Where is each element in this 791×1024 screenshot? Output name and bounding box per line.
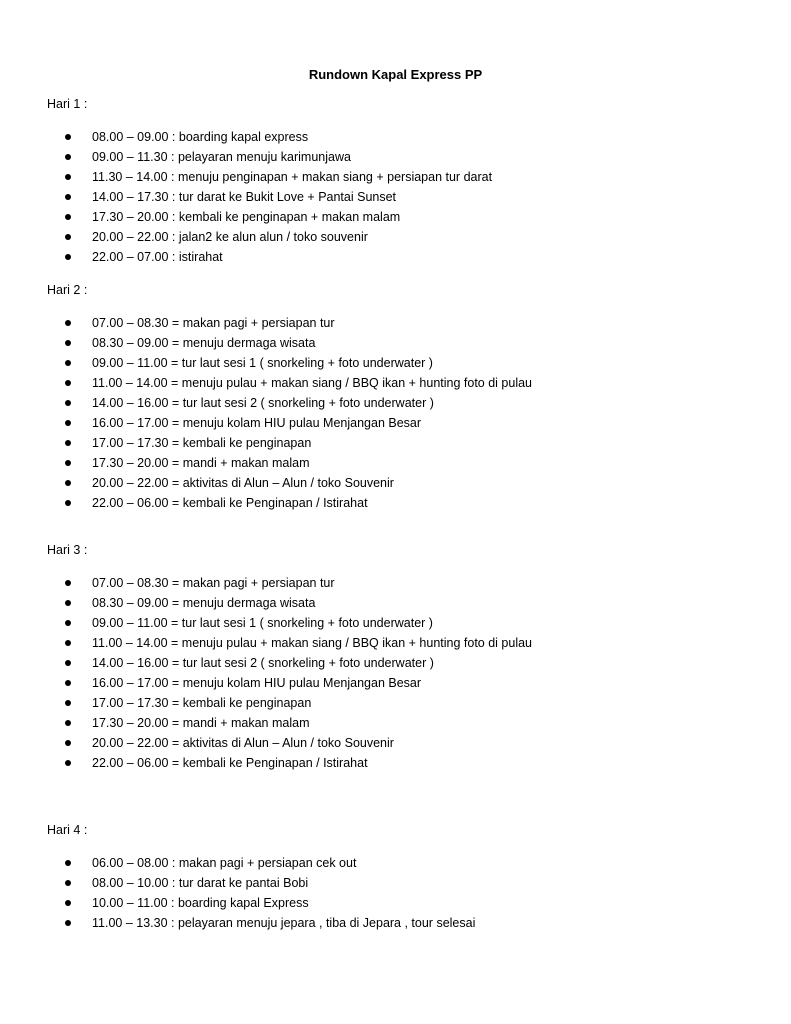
- day-heading: Hari 2 :: [47, 283, 88, 297]
- bullet-icon: [65, 620, 71, 626]
- list-item-text: 22.00 – 07.00 : istirahat: [92, 250, 223, 264]
- list-item: [47, 593, 532, 613]
- bullet-icon: [65, 600, 71, 606]
- list-item-text: 07.00 – 08.30 = makan pagi + persiapan tur: [92, 576, 335, 590]
- list-item: [47, 613, 532, 633]
- list-item-text: 11.30 – 14.00 : menuju penginapan + makan siang + persiapan tur darat: [92, 170, 493, 184]
- list-item: [47, 713, 532, 733]
- list-item: [47, 893, 475, 913]
- bullet-icon: [65, 660, 71, 666]
- bullet-icon: [65, 880, 71, 886]
- day-heading: Hari 1 :: [47, 97, 88, 111]
- list-item: [47, 753, 532, 773]
- list-item: [47, 227, 492, 247]
- bullet-icon: [65, 194, 71, 200]
- day-heading: Hari 3 :: [47, 543, 88, 557]
- bullet-icon: [65, 680, 71, 686]
- list-item-text: 20.00 – 22.00 : jalan2 ke alun alun / toko souvenir: [92, 230, 368, 244]
- list-item-text: 09.00 – 11.00 = tur laut sesi 1 ( snorkeling + foto underwater ): [92, 356, 433, 370]
- day-section: [47, 542, 747, 770]
- list-item: [47, 147, 492, 167]
- bullet-icon: [65, 254, 71, 260]
- bullet-icon: [65, 760, 71, 766]
- schedule-list: [47, 573, 532, 773]
- list-item: [47, 247, 492, 267]
- list-item-text: 16.00 – 17.00 = menuju kolam HIU pulau Menjangan Besar: [92, 676, 422, 690]
- list-item-text: 17.30 – 20.00 : kembali ke penginapan + makan malam: [92, 210, 401, 224]
- list-item: [47, 693, 532, 713]
- list-item: [47, 167, 492, 187]
- list-item-text: 17.30 – 20.00 = mandi + makan malam: [92, 456, 310, 470]
- bullet-icon: [65, 360, 71, 366]
- list-item-text: 14.00 – 17.30 : tur darat ke Bukit Love + Pantai Sunset: [92, 190, 397, 204]
- list-item: [47, 373, 532, 393]
- list-item: [47, 433, 532, 453]
- list-item: [47, 733, 532, 753]
- list-item-text: 14.00 – 16.00 = tur laut sesi 2 ( snorkeling + foto underwater ): [92, 656, 434, 670]
- schedule-list: [47, 853, 475, 933]
- bullet-icon: [65, 580, 71, 586]
- list-item: [47, 393, 532, 413]
- list-item-text: 08.30 – 09.00 = menuju dermaga wisata: [92, 336, 316, 350]
- list-item-text: 20.00 – 22.00 = aktivitas di Alun – Alun / toko Souvenir: [92, 476, 394, 490]
- list-item-text: 20.00 – 22.00 = aktivitas di Alun – Alun / toko Souvenir: [92, 736, 394, 750]
- bullet-icon: [65, 380, 71, 386]
- list-item-text: 17.30 – 20.00 = mandi + makan malam: [92, 716, 310, 730]
- list-item-text: 08.00 – 10.00 : tur darat ke pantai Bobi: [92, 876, 309, 890]
- list-item: [47, 573, 532, 593]
- list-item-text: 17.00 – 17.30 = kembali ke penginapan: [92, 436, 312, 450]
- list-item: [47, 127, 492, 147]
- list-item-text: 14.00 – 16.00 = tur laut sesi 2 ( snorkeling + foto underwater ): [92, 396, 434, 410]
- list-item: [47, 653, 532, 673]
- bullet-icon: [65, 340, 71, 346]
- bullet-icon: [65, 920, 71, 926]
- bullet-icon: [65, 500, 71, 506]
- list-item: [47, 313, 532, 333]
- list-item-text: 17.00 – 17.30 = kembali ke penginapan: [92, 696, 312, 710]
- list-item-text: 22.00 – 06.00 = kembali ke Penginapan / Istirahat: [92, 756, 368, 770]
- bullet-icon: [65, 174, 71, 180]
- day-heading: Hari 4 :: [47, 823, 88, 837]
- day-section: [47, 822, 747, 930]
- list-item-text: 11.00 – 14.00 = menuju pulau + makan siang / BBQ ikan + hunting foto di pulau: [92, 636, 533, 650]
- schedule-list: [47, 127, 492, 267]
- list-item-text: 11.00 – 14.00 = menuju pulau + makan siang / BBQ ikan + hunting foto di pulau: [92, 376, 533, 390]
- list-item: [47, 333, 532, 353]
- list-item: [47, 473, 532, 493]
- bullet-icon: [65, 640, 71, 646]
- list-item-text: 08.30 – 09.00 = menuju dermaga wisata: [92, 596, 316, 610]
- bullet-icon: [65, 440, 71, 446]
- list-item: [47, 453, 532, 473]
- day-section: [47, 96, 747, 264]
- page-title: Rundown Kapal Express PP: [308, 67, 483, 82]
- bullet-icon: [65, 700, 71, 706]
- list-item: [47, 493, 532, 513]
- list-item: [47, 187, 492, 207]
- list-item-text: 09.00 – 11.30 : pelayaran menuju karimunjawa: [92, 150, 351, 164]
- list-item: [47, 633, 532, 653]
- bullet-icon: [65, 234, 71, 240]
- list-item-text: 09.00 – 11.00 = tur laut sesi 1 ( snorkeling + foto underwater ): [92, 616, 433, 630]
- list-item-text: 10.00 – 11.00 : boarding kapal Express: [92, 896, 309, 910]
- bullet-icon: [65, 320, 71, 326]
- list-item-text: 11.00 – 13.30 : pelayaran menuju jepara , tiba di Jepara , tour selesai: [92, 916, 476, 930]
- bullet-icon: [65, 154, 71, 160]
- bullet-icon: [65, 400, 71, 406]
- list-item-text: 07.00 – 08.30 = makan pagi + persiapan tur: [92, 316, 335, 330]
- day-section: [47, 282, 747, 510]
- bullet-icon: [65, 134, 71, 140]
- list-item-text: 22.00 – 06.00 = kembali ke Penginapan / Istirahat: [92, 496, 368, 510]
- bullet-icon: [65, 900, 71, 906]
- bullet-icon: [65, 480, 71, 486]
- list-item: [47, 353, 532, 373]
- list-item: [47, 673, 532, 693]
- list-item-text: 08.00 – 09.00 : boarding kapal express: [92, 130, 309, 144]
- bullet-icon: [65, 214, 71, 220]
- list-item: [47, 913, 475, 933]
- bullet-icon: [65, 860, 71, 866]
- bullet-icon: [65, 420, 71, 426]
- bullet-icon: [65, 460, 71, 466]
- schedule-list: [47, 313, 532, 513]
- list-item: [47, 853, 475, 873]
- list-item: [47, 413, 532, 433]
- list-item: [47, 207, 492, 227]
- bullet-icon: [65, 740, 71, 746]
- list-item-text: 06.00 – 08.00 : makan pagi + persiapan cek out: [92, 856, 357, 870]
- list-item-text: 16.00 – 17.00 = menuju kolam HIU pulau Menjangan Besar: [92, 416, 422, 430]
- bullet-icon: [65, 720, 71, 726]
- list-item: [47, 873, 475, 893]
